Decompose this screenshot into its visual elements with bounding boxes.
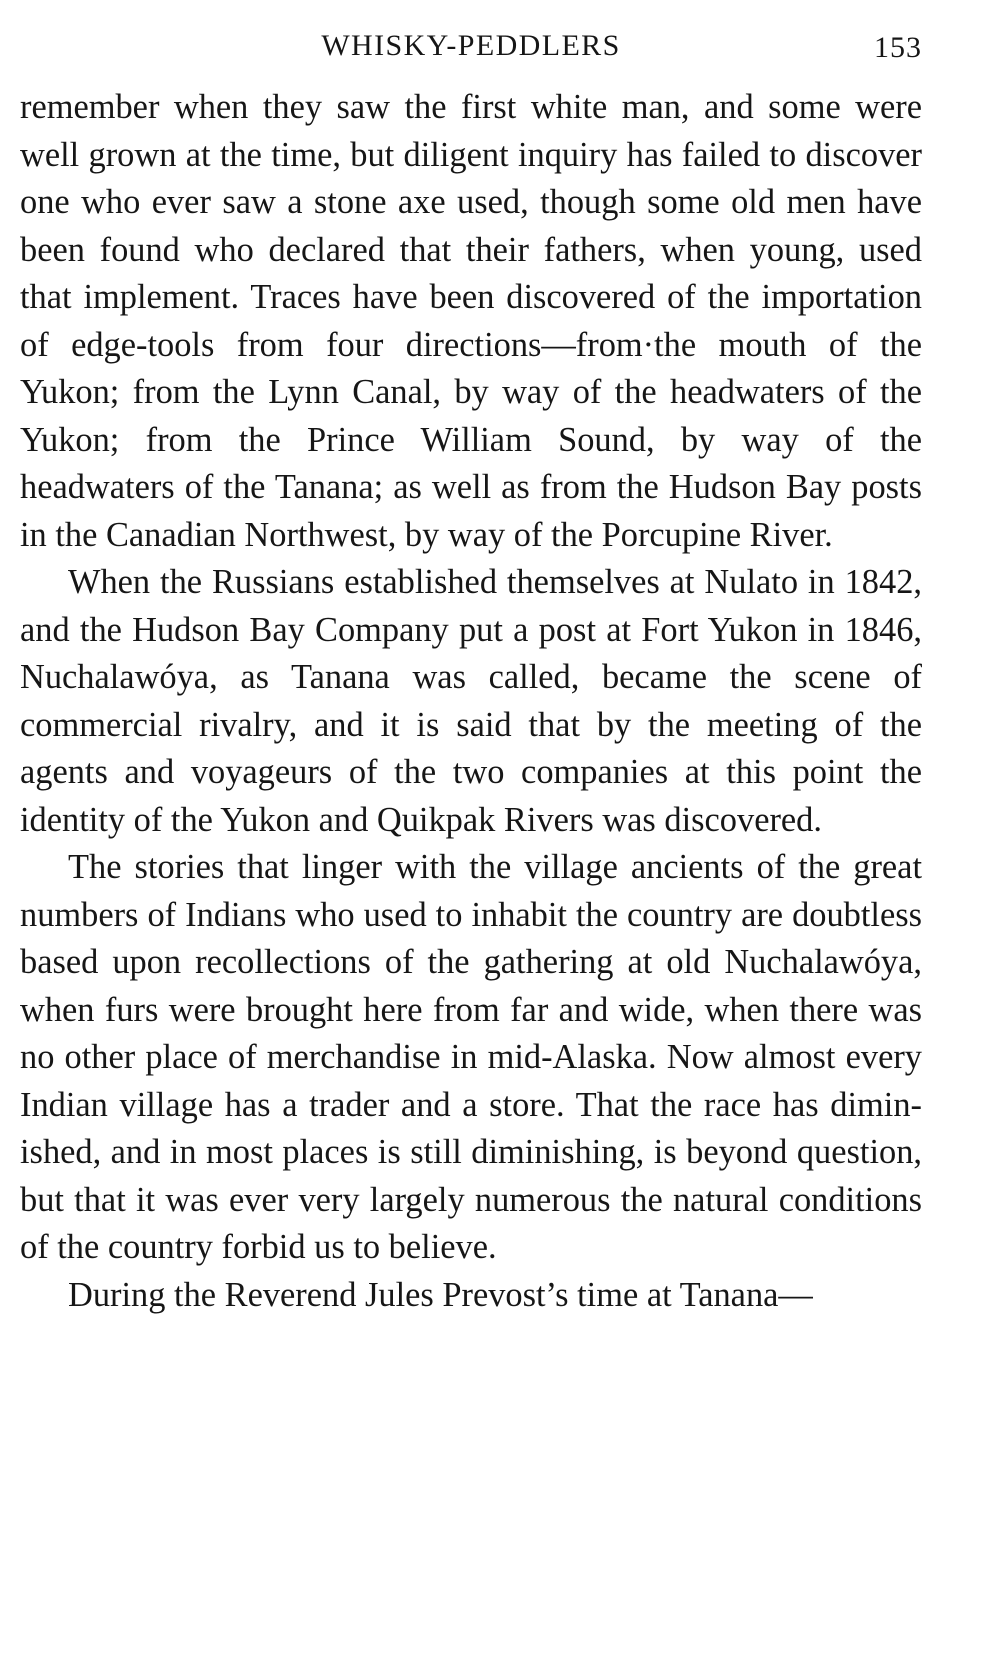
- paragraph-1: remember when they saw the first white man, and some were well grown at the time, but diligent inquiry has failed to discover one who ever saw a stone axe used, though some old men have been found who declared that their fathers, when young, used that implement. Traces have been discovered of the importation of edge-tools from four directions—from·the mouth of the Yukon; from the Lynn Canal, by way of the headwaters of the Yukon; from the Prince William Sound, by way of the headwaters of the Tanana; as well as from the Hudson Bay posts in the Canadian Northwest, by way of the Porcupine River.: [20, 88, 922, 554]
- chapter-title: WHISKY-PEDDLERS: [321, 29, 621, 62]
- paragraph-3: The stories that linger with the village ancients of the great numbers of Indians who used to inhabit the country are doubtless based upon recollections of the gathering at old Nuchalawóya, when furs were brought here from far and wide, when there was no other place of merchandise in mid-Alaska. Now almost every Indian village has a trader and a store. That the race has diminished, and in most places is still diminishing, is beyond question, but that it was ever very largely numerous the natural conditions of the country forbid us to believe.: [20, 848, 922, 1266]
- running-head: [20, 28, 922, 84]
- page-number: 153: [874, 31, 922, 64]
- paragraph-4: During the Reverend Jules Prevost’s time at Tanana—: [68, 1275, 813, 1314]
- body-text: [20, 84, 922, 1319]
- paragraph-2: When the Russians established themselves at Nulato in 1842, and the Hudson Bay Company put a post at Fort Yukon in 1846, Nuchalawóya, as Tanana was called, became the scene of commercial rivalry, and it is said that by the meeting of the agents and voyageurs of the two companies at this point the identity of the Yukon and Quikpak Rivers was discovered.: [20, 563, 922, 839]
- book-page: [20, 28, 922, 1319]
